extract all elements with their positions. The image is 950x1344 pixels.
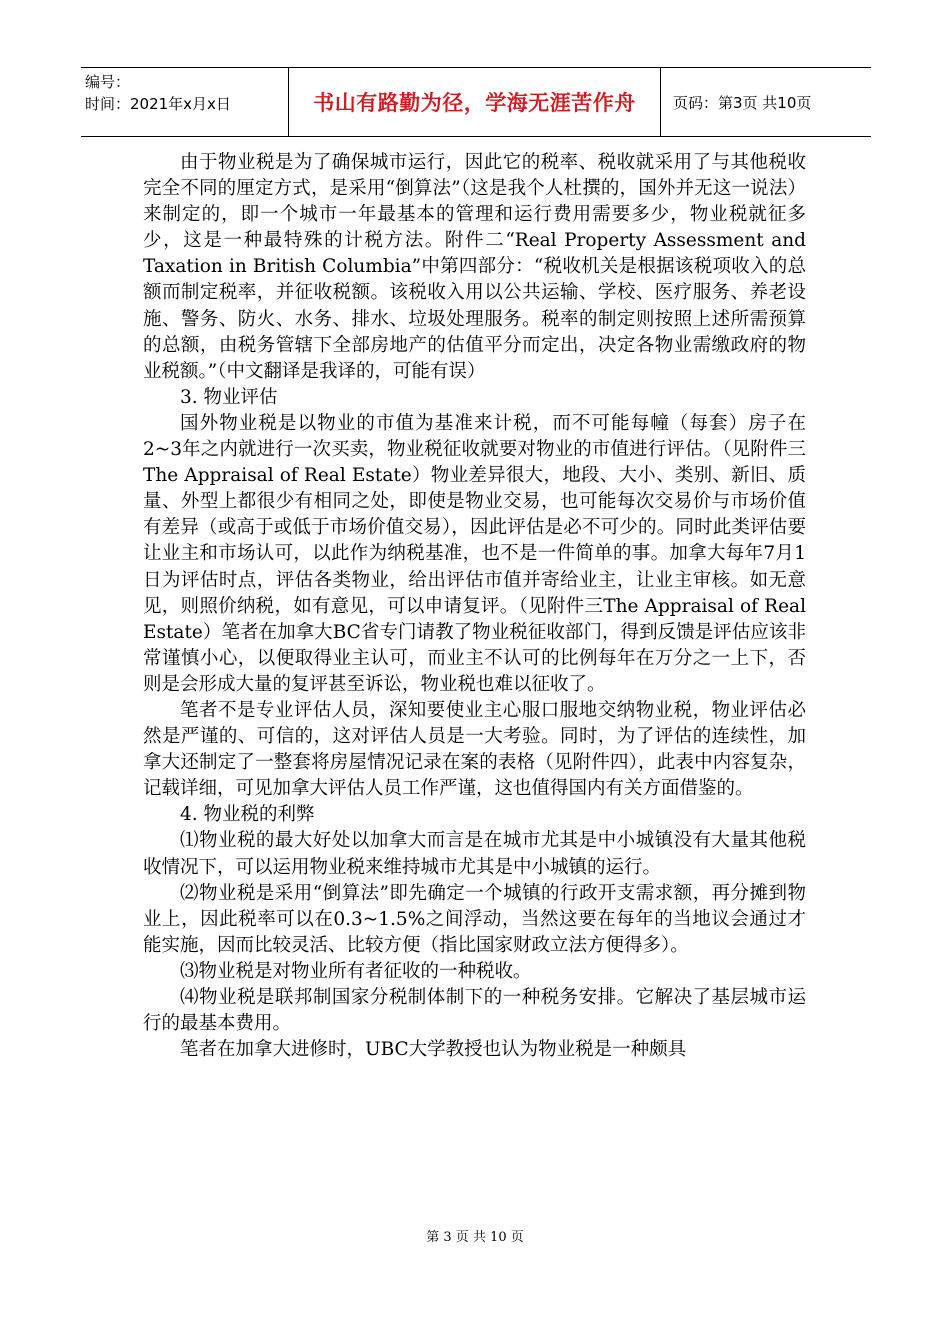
list-item: ⑵物业税是采用“倒算法”即先确定一个城镇的行政开支需求额，再分摊到物业上，因此税率可以在0.3~1.5%之间浮动，当然这要在每年的当地议会通过才能实施，因而比较灵活、比较方便（指比国家财政立法方便得多）。: [143, 882, 806, 956]
page-footer: [0, 1226, 950, 1245]
header-page-info: [661, 68, 871, 136]
document-time-label: 时间：2021年x月x日: [85, 95, 231, 113]
paragraph: 国外物业税是以物业的市值为基准来计税，而不可能每幢（每套）房子在2~3年之内就进行一次买卖，物业税征收就要对物业的市值进行评估。（见附件三The Appraisal of Real Estate）物业差异很大，地段、大小、类别、新旧、质量、外型上都很少有相同之处，即使是物业交易，也可能每次交易价与市场价值有差异（或高于或低于市场价值交易），因此评估是必不可少的。同时此类评估要让业主和市场认可，以此作为纳税基准，也不是一件简单的事。加拿大每年7月1日为评估时点，评估各类物业，给出评估市值并寄给业主，让业主审核。如无意见，则照价纳税，如有意见，可以申请复评。（见附件三The Appraisal of Real Estate）笔者在加拿大BC省专门请教了物业税征收部门，得到反馈是评估应该非常谨慎小心，以便取得业主认可，而业主不认可的比例每年在万分之一上下，否则是会形成大量的复评甚至诉讼，物业税也难以征收了。: [143, 412, 806, 695]
header-meta: [81, 68, 289, 136]
document-number-label: 编号：: [85, 73, 131, 91]
paragraph: 笔者不是专业评估人员，深知要使业主心服口服地交纳物业税，物业评估必然是严谨的、可信的，这对评估人员是一大考验。同时，为了评估的连续性，加拿大还制定了一整套将房屋情况记录在案的表格（见附件四），此表中内容复杂，记载详细，可见加拿大评估人员工作严谨，这也值得国内有关方面借鉴的。: [143, 699, 806, 800]
header-motto: [289, 68, 661, 136]
section-heading: 4. 物业税的利弊: [180, 804, 315, 826]
paragraph: 由于物业税是为了确保城市运行，因此它的税率、税收就采用了与其他税收完全不同的厘定方式，是采用“倒算法”（这是我个人杜撰的，国外并无这一说法）来制定的，即一个城市一年最基本的管理和运行费用需要多少，物业税就征多少，这是一种最特殊的计税方法。附件二“Real Property Assessment and Taxation in British Columbia”中第四部分：“税收机关是根据该税项收入的总额而制定税率，并征收税额。该税收入用以公共运输、学校、医疗服务、养老设施、警务、防火、水务、排水、垃圾处理服务。税率的制定则按照上述所需预算的总额，由税务管辖下全部房地产的估值平分而定出，决定各物业需缴政府的物业税额。”（中文翻译是我译的，可能有误）: [143, 152, 806, 382]
list-item: ⑴物业税的最大好处以加拿大而言是在城市尤其是中小城镇没有大量其他税收情况下，可以运用物业税来维持城市尤其是中小城镇的运行。: [143, 830, 806, 878]
paragraph: 笔者在加拿大进修时，UBC大学教授也认为物业税是一种颇具: [180, 1039, 687, 1061]
section-heading: 3. 物业评估: [180, 386, 278, 408]
page-header: [81, 67, 871, 137]
footer-page-number: 第 3 页 共 10 页: [426, 1230, 524, 1245]
page-number-label: 页码：第3页 共10页: [673, 93, 812, 112]
list-item: ⑶物业税是对物业所有者征收的一种税收。: [180, 960, 532, 982]
list-item: ⑷物业税是联邦制国家分税制体制下的一种税务安排。它解决了基层城市运行的最基本费用。: [143, 987, 806, 1035]
motto-text: 书山有路勤为径，学海无涯苦作舟: [313, 91, 636, 115]
document-body: [143, 150, 806, 1063]
